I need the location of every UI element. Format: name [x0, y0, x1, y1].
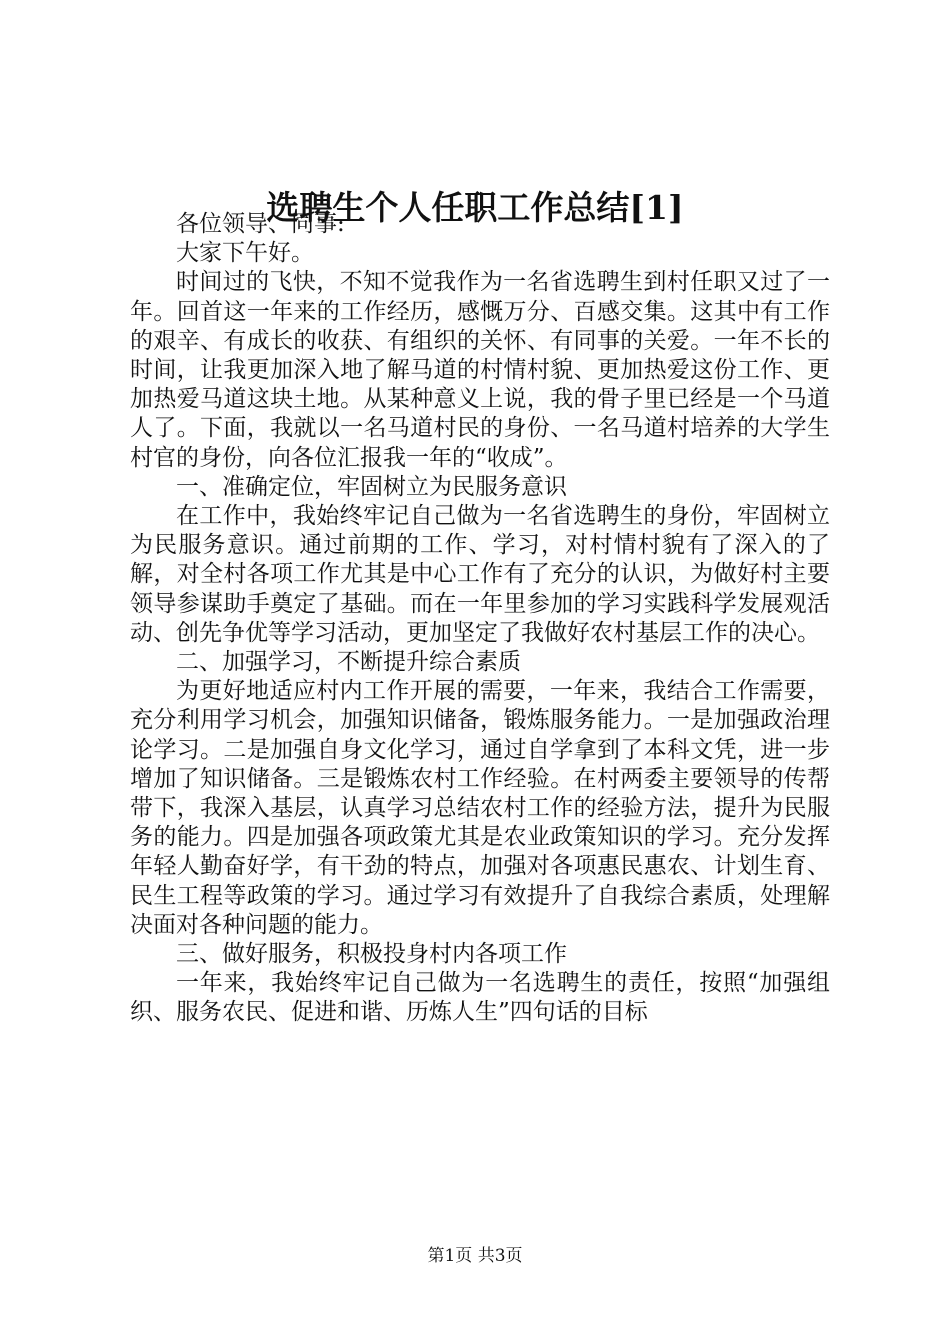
salutation-line: 大家下午好。	[176, 240, 314, 267]
section-paragraph-1: 在工作中，我始终牢记自己做为一名省选聘生的身份，牢固树立为民服务意识。通过前期的工作、学习，对村情村貌有了深入的了解，对全村各项工作尤其是中心工作有了充分的认识，为做好村主要领导参谋助手奠定了基础。而在一年里参加的学习实践科学发展观活动、创先争优等学习活动，更加坚定了我做好农村基层工作的决心。	[130, 503, 830, 646]
section-paragraph-3: 一年来，我始终牢记自己做为一名选聘生的责任，按照“加强组织、服务农民、促进和谐、历炼人生”四句话的目标	[130, 970, 830, 1026]
section-heading-3: 三、做好服务，积极投身村内各项工作	[176, 941, 567, 968]
greeting-line: 各位领导、同事:	[176, 211, 345, 237]
section-heading-1: 一、准确定位，牢固树立为民服务意识	[176, 473, 567, 500]
section-heading-2: 二、加强学习，不断提升综合素质	[176, 649, 521, 676]
intro-paragraph: 时间过的飞快，不知不觉我作为一名省选聘生到村任职又过了一年。回首这一年来的工作经历，感慨万分、百感交集。这其中有工作的艰辛、有成长的收获、有组织的关怀、有同事的关爱。一年不长的时间，让我更加深入地了解马道的村情村貌、更加热爱这份工作、更加热爱马道这块土地。从某种意义上说，我的骨子里已经是一个马道人了。下面，我就以一名马道村民的身份、一名马道村培养的大学生村官的身份，向各位汇报我一年的“收成”。	[130, 269, 830, 471]
document-body	[130, 210, 830, 1028]
page-footer: 第1页 共3页	[427, 1246, 523, 1266]
page-title: 选聘生个人任职工作总结[1]	[266, 188, 684, 227]
section-paragraph-2: 为更好地适应村内工作开展的需要，一年来，我结合工作需要，充分利用学习机会，加强知识储备，锻炼服务能力。一是加强政治理论学习。二是加强自身文化学习，通过自学拿到了本科文凭，进一步增加了知识储备。三是锻炼农村工作经验。在村两委主要领导的传帮带下，我深入基层，认真学习总结农村工作的经验方法，提升为民服务的能力。四是加强各项政策尤其是农业政策知识的学习。充分发挥年轻人勤奋好学，有干劲的特点，加强对各项惠民惠农、计划生育、民生工程等政策的学习。通过学习有效提升了自我综合素质，处理解决面对各种问题的能力。	[130, 678, 830, 938]
